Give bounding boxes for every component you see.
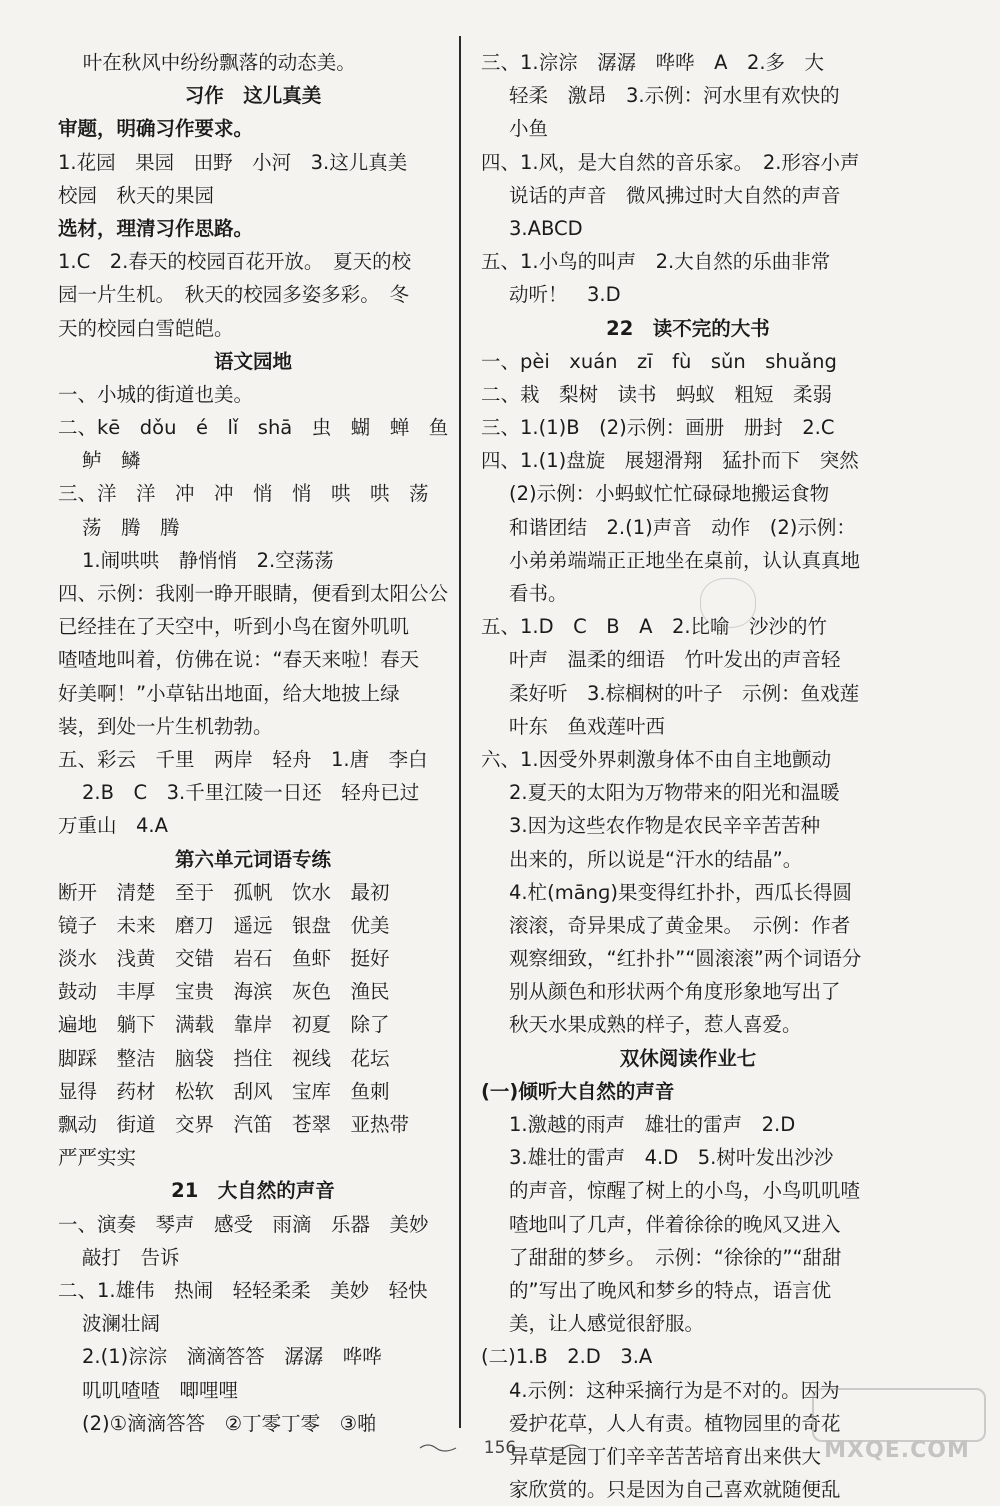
answer-line: 脚踩 整洁 脑袋 挡住 视线 花坛: [58, 1046, 390, 1070]
answer-line: 叶在秋风中纷纷飘落的动态美。: [58, 51, 356, 74]
answer-line: 五、1.D C B A 2.比喻 沙沙的竹: [481, 615, 828, 639]
answer-line: 1.C 2.春天的校园百花开放。 夏天的校: [58, 250, 412, 274]
answer-line: 飘动 街道 交界 汽笛 苍翠 亚热带: [58, 1113, 410, 1136]
answer-line: 柔好听 3.棕榈树的叶子 示例：鱼戏莲: [509, 681, 860, 705]
answer-line: 淡水 浅黄 交错 岩石 鱼虾 挺好: [58, 947, 390, 971]
answer-line: 和谐团结 2.(1)声音 动作 (2)示例：: [509, 515, 856, 539]
answer-line: 3.ABCD: [509, 216, 583, 240]
answer-line: 园一片生机。 秋天的校园多姿多彩。 冬: [58, 283, 410, 307]
answer-line: 小鱼: [509, 117, 549, 141]
answer-line: 滚滚，奇异果成了黄金果。 示例：作者: [509, 913, 851, 937]
answer-line: 叶东 鱼戏莲叶西: [509, 714, 666, 738]
answer-line: 家欣赏的。只是因为自己喜欢就随便乱: [509, 1478, 841, 1502]
answer-line: 六、1.因受外界刺激身体不由自主地颤动: [481, 747, 832, 771]
answer-line: 小弟弟端端正正地坐在桌前，认认真真地: [509, 548, 861, 572]
answer-line: 4.示例：这种采摘行为是不对的。因为: [509, 1378, 840, 1402]
watermark: [802, 1388, 992, 1468]
answer-line: 异草是园丁们辛辛苦苦培育出来供大: [509, 1444, 822, 1468]
answer-line: 了甜甜的梦乡。 示例：“徐徐的”“甜甜: [509, 1245, 842, 1269]
answer-line: 三、1.淙淙 潺潺 哗哗 A 2.多 大: [481, 51, 825, 74]
answer-line: (一)倾听大自然的声音: [481, 1079, 675, 1103]
answer-line: 的声音，惊醒了树上的小鸟，小鸟叽叽喳: [509, 1179, 861, 1203]
answer-line: 五、1.小鸟的叫声 2.大自然的乐曲非常: [481, 250, 831, 274]
answer-line: 遍地 躺下 满载 靠岸 初夏 除了: [58, 1013, 390, 1037]
answer-line: 天的校园白雪皑皑。: [58, 316, 234, 340]
answer-line: (2)示例：小蚂蚁忙忙碌碌地搬运食物: [509, 482, 830, 506]
answer-line: 三、1.(1)B (2)示例：画册 册封 2.C: [481, 416, 835, 440]
answer-line: 叽叽喳喳 唧哩哩: [82, 1378, 239, 1402]
answer-line: 喳喳地叫着，仿佛在说：“春天来啦！春天: [58, 648, 420, 672]
answer-line: 好美啊！”小草钻出地面，给大地披上绿: [58, 681, 400, 705]
answer-line: (二)1.B 2.D 3.A: [481, 1345, 653, 1369]
answer-line: 严严实实: [58, 1146, 137, 1170]
page-ornament-right: [542, 1442, 582, 1454]
answer-line: 2.B C 3.千里江陵一日还 轻舟已过: [82, 781, 420, 805]
answer-line: 秋天水果成熟的样子，惹人喜爱。: [509, 1013, 802, 1037]
answer-line: 四、示例：我刚一睁开眼睛，便看到太阳公公: [58, 582, 449, 605]
column-divider: [459, 36, 461, 1428]
answer-line: 镜子 未来 磨刀 遥远 银盘 优美: [58, 913, 390, 937]
right-column: [481, 46, 895, 1506]
answer-line: 说话的声音 微风拂过时大自然的声音: [509, 183, 841, 207]
answer-line: 第六单元词语专练: [174, 847, 331, 871]
answer-line: 鲈 鳞: [82, 449, 141, 473]
answer-line: 22 读不完的大书: [606, 316, 770, 340]
left-column: [58, 46, 448, 1440]
answer-line: 21 大自然的声音: [171, 1179, 335, 1203]
answer-line: 观察细致，“红扑扑”“圆滚滚”两个词语分: [509, 947, 862, 971]
answer-line: 四、1.风，是大自然的音乐家。 2.形容小声: [481, 150, 860, 174]
answer-line: 的”写出了晚风和梦乡的特点，语言优: [509, 1278, 832, 1302]
answer-line: 4.杧(mānɡ)果变得红扑扑，西瓜长得圆: [509, 880, 853, 904]
answer-line: 敲打 告诉: [82, 1245, 180, 1269]
answer-line: 显得 药材 松软 刮风 宝库 鱼刺: [58, 1079, 390, 1103]
answer-line: 喳地叫了几声，伴着徐徐的晚风又进入: [509, 1212, 841, 1236]
answer-line: 一、演奏 琴声 感受 雨滴 乐器 美妙: [58, 1212, 429, 1236]
page-number: 156: [483, 1438, 517, 1458]
answer-line: 万重山 4.A: [58, 814, 168, 838]
answer-line: 轻柔 激昂 3.示例：河水里有欢快的: [509, 84, 840, 108]
answer-line: 鼓动 丰厚 宝贵 海滨 灰色 渔民: [58, 980, 390, 1004]
answer-line: 3.因为这些农作物是农民辛辛苦苦种: [509, 814, 821, 838]
answer-line: 一、pèi xuán zī fù sǔn shuǎng: [481, 349, 837, 373]
answer-line: 选材，理清习作思路。: [58, 216, 254, 240]
answer-line: 三、洋 洋 冲 冲 悄 悄 哄 哄 荡: [58, 482, 429, 506]
answer-line: 别从颜色和形状两个角度形象地写出了: [509, 980, 841, 1004]
answer-line: 叶声 温柔的细语 竹叶发出的声音轻: [509, 648, 841, 672]
answer-line: 美，让人感觉很舒服。: [509, 1312, 705, 1336]
answer-line: 看书。: [509, 582, 568, 605]
watermark-text: MXQE.COM: [824, 1438, 970, 1463]
answer-line: 五、彩云 千里 两岸 轻舟 1.唐 李白: [58, 747, 428, 771]
answer-line: 二、1.雄伟 热闹 轻轻柔柔 美妙 轻快: [58, 1278, 428, 1302]
answer-line: 断开 清楚 至于 孤帆 饮水 最初: [58, 880, 390, 904]
answer-line: 校园 秋天的果园: [58, 183, 215, 207]
answer-line: 二、栽 梨树 读书 蚂蚁 粗短 柔弱: [481, 382, 833, 406]
answer-line: 1.花园 果园 田野 小河 3.这儿真美: [58, 150, 408, 174]
answer-line: (2)①滴滴答答 ②丁零丁零 ③啪: [82, 1411, 377, 1435]
answer-line: 1.闹哄哄 静悄悄 2.空荡荡: [82, 548, 334, 572]
answer-line: 荡 腾 腾: [82, 515, 180, 539]
answer-line: 双休阅读作业七: [619, 1046, 757, 1070]
answer-line: 装，到处一片生机勃勃。: [58, 714, 273, 738]
answer-line: 四、1.(1)盘旋 展翅滑翔 猛扑而下 突然: [481, 449, 859, 473]
answer-line: 习作 这儿真美: [184, 84, 322, 108]
answer-line: 1.激越的雨声 雄壮的雷声 2.D: [509, 1113, 796, 1136]
answer-line: 波澜壮阔: [82, 1312, 161, 1336]
answer-line: 已经挂在了天空中，听到小鸟在窗外叽叽: [58, 615, 410, 639]
answer-line: 3.雄壮的雷声 4.D 5.树叶发出沙沙: [509, 1146, 834, 1170]
answer-line: 语文园地: [213, 349, 292, 373]
answer-line: 一、小城的街道也美。: [58, 382, 254, 406]
answer-line: 2.(1)淙淙 滴滴答答 潺潺 哗哗: [82, 1345, 382, 1369]
answer-line: 爱护花草，人人有责。植物园里的奇花: [509, 1411, 841, 1435]
answer-line: 2.夏天的太阳为万物带来的阳光和温暖: [509, 781, 840, 805]
watermark-logo-icon: [812, 1388, 986, 1442]
faint-stamp-mark: [700, 578, 756, 628]
answer-line: 审题，明确习作要求。: [58, 117, 254, 141]
answer-line: 二、kē dǒu é lǐ shā 虫 蝴 蝉 鱼: [58, 416, 449, 440]
answer-line: 出来的，所以说是“汗水的结晶”。: [509, 847, 803, 871]
answer-line: 动听！ 3.D: [509, 283, 621, 307]
